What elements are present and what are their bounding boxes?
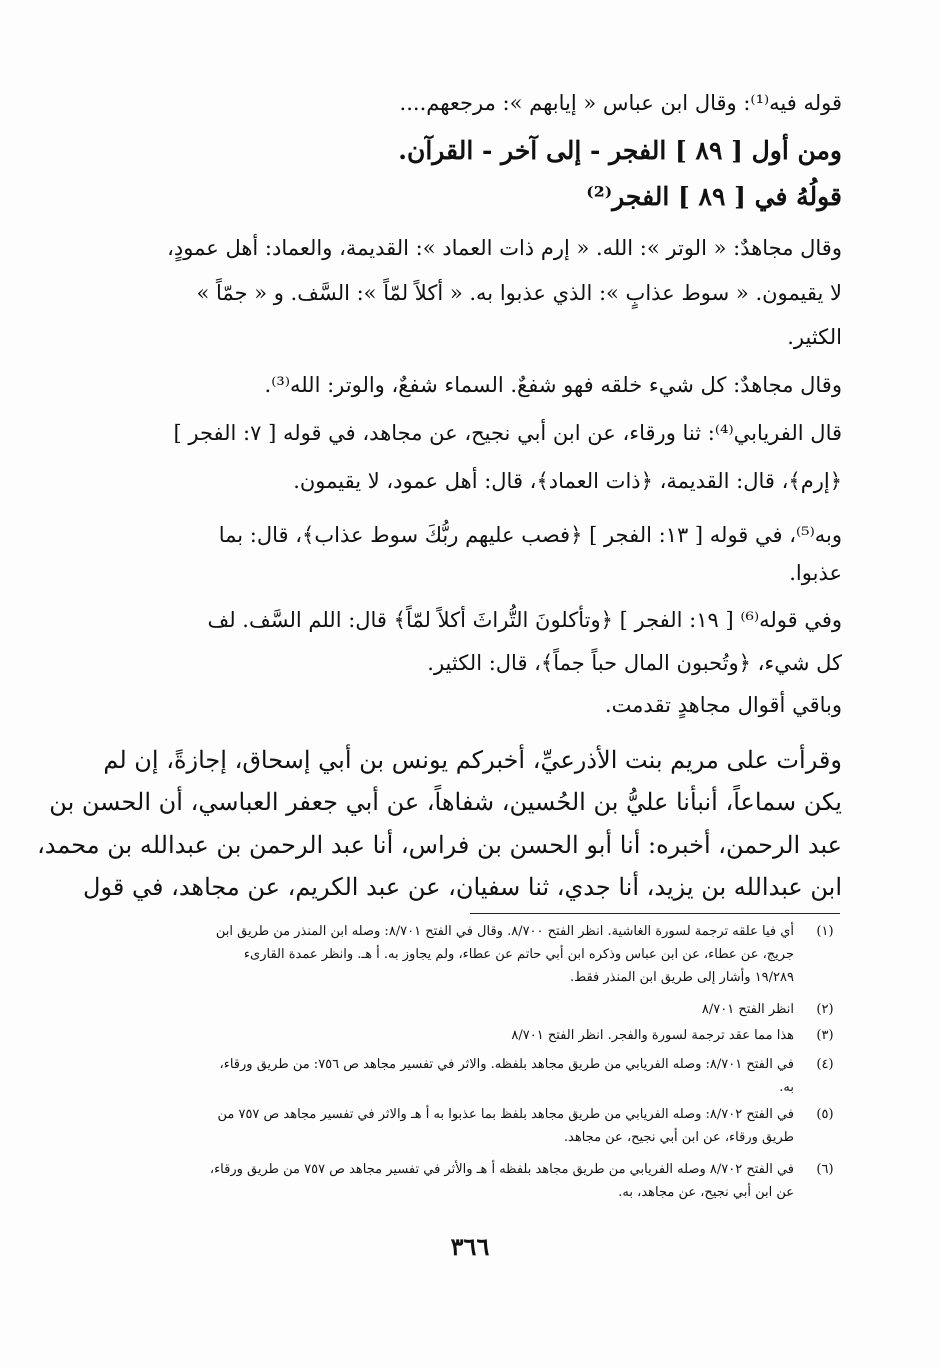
footnote-line: عن ابن أبي نجيح، عن مجاهد، به. — [618, 1185, 794, 1200]
text-line-7: وقال مجاهدٌ: كل شيء خلقه فهو شفعٌ. السماء شفعٌ، والوتر: الله⁽³⁾. — [264, 373, 842, 397]
footnote-line: هذا مما عقد ترجمة لسورة والفجر. انظر الفتح ٨/٧٠١ — [511, 1028, 794, 1043]
text-line-10: وبه⁽⁵⁾، في قوله [ ١٣: الفجر ] ﴿فصب عليهم ربُّكَ سوط عذاب﴾، قال: بما — [218, 523, 842, 547]
footnote-5 — [100, 1103, 842, 1149]
text-line-16: يكن سماعاً، أنبأنا عليُّ بن الحُسين، شفاهاً، عن أبي جعفر العباسي، أن الحسن بن — [49, 788, 842, 816]
footnote-line: ١٩/٢٨٩ وأشار إلى طريق ابن المنذر فقط. — [569, 970, 794, 985]
footnote-number: (٤) — [816, 1057, 834, 1072]
text-line-12: وفي قوله⁽⁶⁾ [ ١٩: الفجر ] ﴿وتأكلونَ التُّراثَ أكلاً لمّاً﴾ قال: اللم السَّف. لف — [207, 608, 842, 632]
page-number: ٣٦٦ — [450, 1232, 490, 1261]
text-line-13: كل شيء، ﴿وتُحبون المال حباً جماً﴾، قال: الكثير. — [427, 651, 842, 675]
text-line-4: وقال مجاهدٌ: « الوتر »: الله. « إرم ذات العماد »: القديمة، والعماد: أهل عمودٍ، — [167, 236, 842, 260]
footnote-number: (١) — [816, 924, 834, 939]
footnote-number: (٥) — [816, 1107, 834, 1122]
text-line-6: الكثير. — [787, 325, 842, 349]
text-line-1: قوله فيه⁽¹⁾: وقال ابن عباس « إيابهم »: مرجعهم.... — [399, 91, 842, 115]
text-line-8: قال الفريابي⁽⁴⁾: ثنا ورقاء، عن ابن أبي نجيح، عن مجاهد، في قوله [ ٧: الفجر ] — [173, 421, 842, 445]
text-line-17: عبد الرحمن، أخبره: أنا أبو الحسن بن فراس، أنا عبد الرحمن بن عبدالله بن محمد، — [37, 831, 842, 859]
footnote-6 — [100, 1158, 842, 1204]
footnote-line: جريج، عن عطاء، عن ابن عباس وذكره ابن أبي حاتم عن عطاء، ولم يجاوز به. أ هـ. وانظر عمدة القارىء — [243, 947, 794, 962]
footnote-line: انظر الفتح ٨/٧٠١ — [701, 1002, 794, 1017]
footnote-1 — [100, 920, 842, 989]
footnote-line: أي فيا علقه ترجمة لسورة الغاشية. انظر الفتح ٨/٧٠٠. وقال في الفتح ٨/٧٠١: وصله ابن المنذر من طريق ابن — [215, 924, 794, 939]
footnote-line: به. — [779, 1080, 794, 1095]
footnote-line: طريق ورقاء، عن ابن أبي نجيح، عن مجاهد. — [563, 1130, 794, 1145]
text-line-14: وباقي أقوال مجاهدٍ تقدمت. — [604, 693, 842, 717]
footnote-number: (٢) — [816, 1002, 834, 1017]
text-line-9: ﴿إرم﴾، قال: القديمة، ﴿ذات العماد﴾، قال: أهل عمود، لا يقيمون. — [293, 469, 842, 493]
footnote-line: في الفتح ٨/٧٠٢: وصله الفريابي من طريق مجاهد بلفظ بما عذبوا به أ هـ والاثر في تفسير مجاهد ص ٧٥٧ من — [217, 1107, 794, 1122]
footnote-number: (٣) — [816, 1028, 834, 1043]
footnote-line: في الفتح ٨/٧٠١: وصله الفريابي من طريق مجاهد بلفظه. والاثر في تفسير مجاهد ص ٧٥٦: من طريق ورقاء، — [219, 1057, 794, 1072]
text-line-11: عذبوا. — [789, 561, 842, 585]
chapter-heading: قولُهُ في [ ٨٩ ] الفجر⁽²⁾ — [586, 182, 842, 211]
text-line-5: لا يقيمون. « سوط عذابٍ »: الذي عذبوا به. « أكلاً لمّاً »: السَّف. و « جمّاً » — [196, 281, 842, 305]
section-heading: ومن أول [ ٨٩ ] الفجر - إلى آخر - القرآن. — [398, 136, 842, 165]
footnote-number: (٦) — [816, 1162, 834, 1177]
footnote-4 — [100, 1053, 842, 1099]
footnote-line: في الفتح ٨/٧٠٢ وصله الفريابي من طريق مجاهد بلفظه أ هـ والأثر في تفسير مجاهد ص ٧٥٧ من طريق ورقاء، — [209, 1162, 794, 1177]
text-line-18: ابن عبدالله بن يزيد، أنا جدي، ثنا سفيان، عن عبد الكريم، عن مجاهد، في قول — [83, 873, 842, 901]
text-line-15: وقرأت على مريم بنت الأذرعيِّ، أخبركم يونس بن أبي إسحاق، إجازةً، إن لم — [103, 746, 842, 774]
footnote-3 — [100, 1024, 842, 1047]
footnote-2 — [100, 998, 842, 1021]
footnote-separator — [470, 913, 840, 914]
